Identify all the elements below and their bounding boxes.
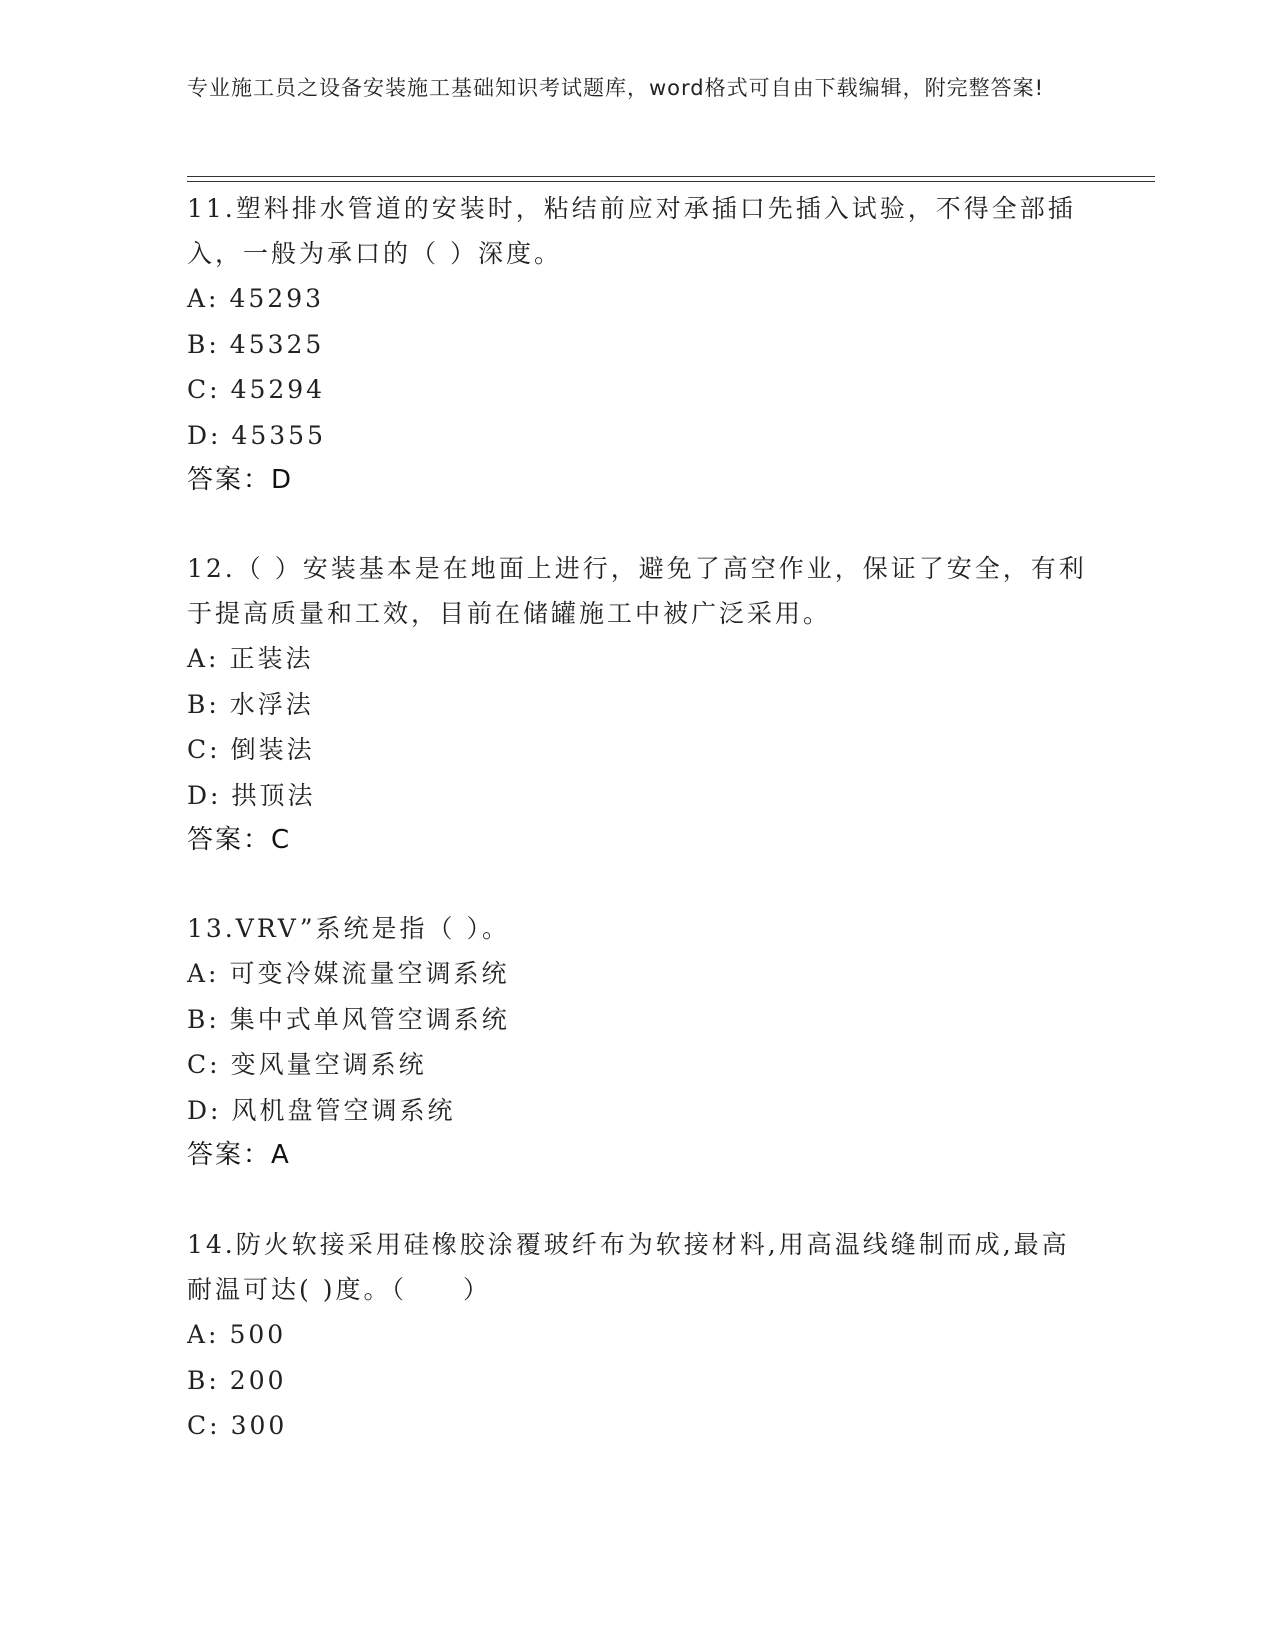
option-letter: D: [187, 420, 222, 450]
document-header: 专业施工员之设备安装施工基础知识考试题库，word格式可自由下载编辑，附完整答案! [187, 76, 1045, 100]
answer-label: 答案：D [187, 465, 294, 495]
question-11 [187, 186, 1087, 503]
option-a [187, 276, 1087, 322]
option-letter: C: [187, 375, 221, 404]
option-c [187, 367, 1087, 413]
option-letter: B: [187, 689, 220, 719]
option-text: 200 [229, 1365, 287, 1395]
option-letter: B: [187, 1365, 220, 1395]
option-text: 拱顶法 [231, 780, 316, 810]
option-text: 倒装法 [230, 735, 315, 764]
question-12 [187, 546, 1087, 863]
option-text: 风机盘管空调系统 [231, 1095, 456, 1125]
option-text: 45294 [230, 375, 326, 404]
option-letter: C: [187, 1050, 221, 1079]
option-text: 集中式单风管空调系统 [229, 1004, 510, 1034]
option-letter: D: [187, 780, 222, 810]
option-d [187, 413, 1087, 459]
question-13 [187, 906, 1087, 1178]
option-text: 正装法 [229, 644, 314, 673]
option-c [187, 1042, 1087, 1088]
option-d [187, 773, 1087, 819]
option-letter: A: [187, 959, 220, 988]
question-stem: 14.防火软接采用硅橡胶涂覆玻纤布为软接材料,用高温线缝制而成,最高耐温可达( )度。（ ） [187, 1230, 1070, 1304]
header-divider-bottom [187, 181, 1155, 182]
option-d [187, 1088, 1087, 1134]
option-b [187, 1358, 1087, 1404]
option-a [187, 1312, 1087, 1358]
question-stem: 11.塑料排水管道的安装时，粘结前应对承插口先插入试验，不得全部插入，一般为承口的（ ）深度。 [187, 194, 1076, 268]
option-text: 300 [230, 1411, 288, 1440]
option-text: 45293 [229, 284, 325, 313]
question-stem: 12.（ ）安装基本是在地面上进行，避免了高空作业，保证了安全，有利于提高质量和工效，目前在储罐施工中被广泛采用。 [187, 554, 1087, 628]
answer-label: 答案：A [187, 1140, 291, 1170]
option-a [187, 951, 1087, 997]
option-c [187, 727, 1087, 773]
option-text: 45355 [231, 420, 326, 450]
option-c [187, 1403, 1087, 1449]
header-divider-top [187, 176, 1155, 177]
option-letter: A: [187, 644, 220, 673]
option-letter: C: [187, 1411, 221, 1440]
option-letter: C: [187, 735, 221, 764]
question-14 [187, 1222, 1087, 1449]
option-letter: A: [187, 1320, 220, 1349]
option-letter: B: [187, 329, 220, 359]
option-b [187, 322, 1087, 368]
answer-label: 答案：C [187, 825, 292, 855]
option-text: 500 [229, 1320, 287, 1349]
option-letter: B: [187, 1004, 220, 1034]
option-text: 水浮法 [229, 689, 314, 719]
option-text: 变风量空调系统 [230, 1050, 427, 1079]
option-text: 45325 [229, 329, 325, 359]
question-stem: 13.VRV”系统是指（ ）。 [187, 914, 510, 943]
option-a [187, 636, 1087, 682]
option-b [187, 997, 1087, 1043]
option-b [187, 682, 1087, 728]
option-text: 可变冷媒流量空调系统 [229, 959, 510, 988]
option-letter: A: [187, 284, 220, 313]
option-letter: D: [187, 1095, 222, 1125]
